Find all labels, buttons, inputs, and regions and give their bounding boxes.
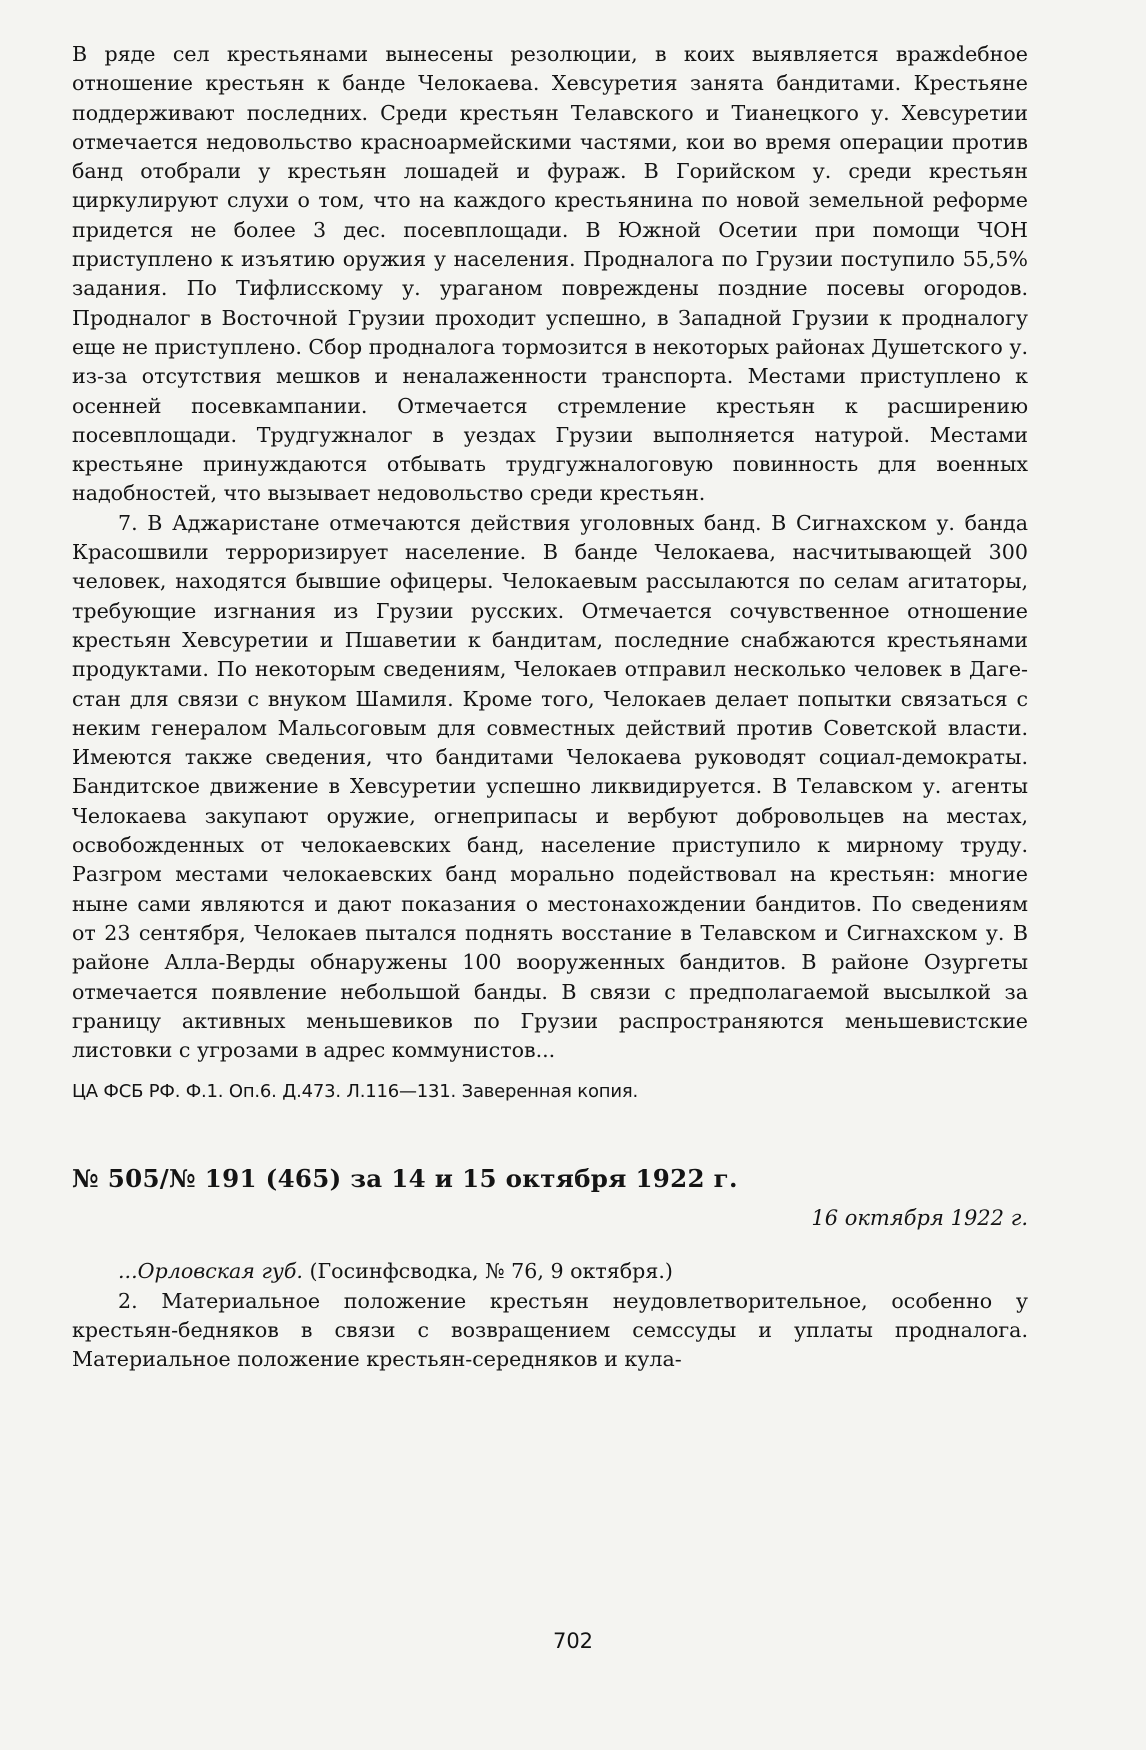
region-heading-line bbox=[72, 1257, 1028, 1286]
archive-source-note: ЦА ФСБ РФ. Ф.1. Оп.6. Д.473. Л.116—131. Заверенная копия. bbox=[72, 1081, 638, 1103]
section-title: № 505/№ 191 (465) за 14 и 15 октября 1922 г. bbox=[72, 1164, 738, 1194]
body-paragraph-item-7: 7. В Аджаристане отмечаются действия уголовных банд. В Сигнахском у. банда Красошвили терроризирует население. В банде Челокаева, насчитывающей 300 человек, находятся бывшие офицеры. Челокаевым рассылаются по селам агитаторы, требующие изгнания из Грузии русских. Отмечается сочувственное отношение крестьян Хевсуретии и Пшаветии к бандитам, последние снабжаются крестьянами продуктами. По некоторым сведениям, Челокаев отправил несколько человек в Дагестан для связи с внуком Шамиля. Кроме того, Челокаев делает попытки связаться с неким генералом Мальсоговым для совместных действий против Советской власти. Имеются также сведения, что бандитами Челокаева руководят социал-демократы. Бандитское движение в Хевсуретии успешно ликвидируется. В Телавском у. агенты Челокаева закупают оружие, огнеприпасы и вербуют добровольцев на местах, освобожденных от челокаевских банд, население приступило к мирному труду. Разгром местами челокаевских банд морально подействовал на крестьян: многие ныне сами являются и дают показания о местонахождении бандитов. По сведениям от 23 сентября, Челокаев пытался поднять восстание в Телавском и Сигнахском у. В районе Алла-Верды обнаружены 100 вооруженных бандитов. В районе Озургеты отмечается появление небольшой банды. В связи с предполагаемой высылкой за границу активных меньшевиков по Грузии распространяются меньшевистские листовки с угрозами в адрес коммунистов... bbox=[72, 510, 1028, 1063]
section-date: 16 октября 1922 г. bbox=[811, 1206, 1028, 1231]
spacer bbox=[72, 1233, 1028, 1257]
region-name: ...Орловская губ. bbox=[118, 1259, 303, 1284]
region-source: (Госинфсводка, № 76, 9 октября.) bbox=[302, 1259, 673, 1284]
body-paragraph-item-2: 2. Материальное положение крестьян неудовлетворительное, особенно у крестьян-бедняков в связи с возвращением семссуды и уплаты продналога. Материальное положение крестьян-середняков и кула- bbox=[72, 1288, 1028, 1372]
body-paragraph-continuation: В ряде сел крестьянами вынесены резолюции, в коих выявляется вражdебное отношение крестьян к банде Челокаева. Хевсуретия занята бандитами. Крестьяне поддерживают последних. Среди крестьян Телавского и Тианецкого у. Хевсуретии отмечается недовольство красноармейскими частями, кои во время операции против банд отобрали у крестьян лошадей и фураж. В Горийском у. среди крестьян циркулируют слухи о том, что на каждого крестьянина по новой земельной реформе придется не более 3 дес. посевплощади. В Южной Осетии при помощи ЧОН приступлено к изъятию оружия у населения. Продналога по Грузии поступило 55,5% задания. По Тифлисскому у. ураганом повреждены поздние посевы огородов. Продналог в Восточной Грузии проходит успешно, в Западной Грузии к продналогу еще не приступлено. Сбор продналога тормозится в некоторых районах Душетского у. из-за отсутствия мешков и неналаженности транспорта. Местами приступлено к осенней посевкампании. Отмечается стремление крестьян к расширению посевплощади. Трудгужналог в уездах Грузии выполняется натурой. Местами крестьяне принуждаются отбывать трудгужналоговую повинность для военных надобностей, что вызывает недовольство среди крестьян. bbox=[72, 42, 1028, 506]
page-number: 702 bbox=[552, 1629, 594, 1653]
